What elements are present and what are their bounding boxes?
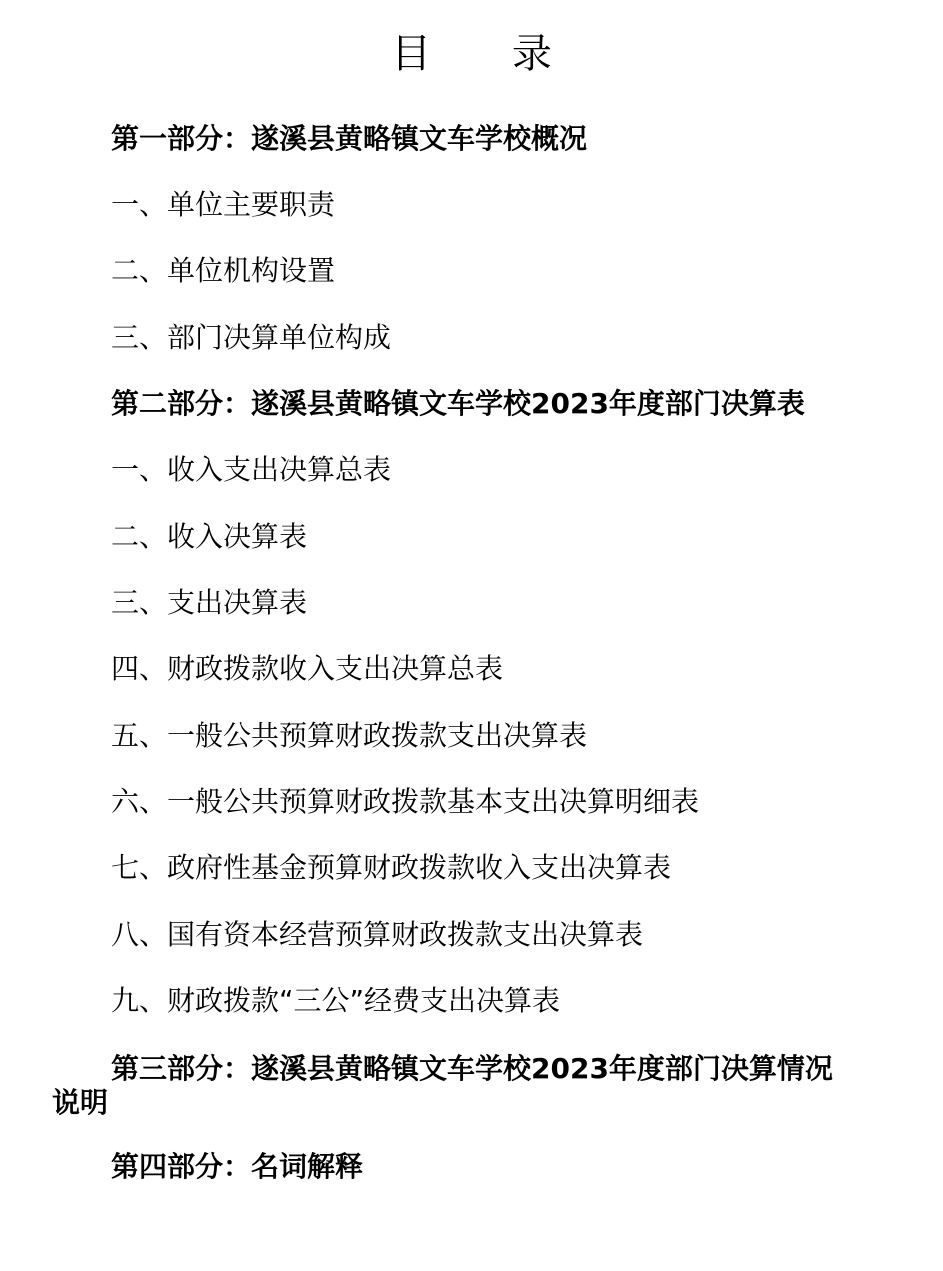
toc-item-1-3[interactable]: 三、部门决算单位构成 [111, 321, 392, 354]
toc-item-2-4[interactable]: 四、财政拨款收入支出决算总表 [111, 652, 504, 685]
toc-item-2-6[interactable]: 六、一般公共预算财政拨款基本支出决算明细表 [111, 785, 700, 818]
page-title: 目 录 [391, 31, 586, 77]
toc-item-2-2[interactable]: 二、收入决算表 [111, 520, 308, 553]
toc-item-1-2[interactable]: 二、单位机构设置 [111, 254, 336, 287]
toc-item-2-5[interactable]: 五、一般公共预算财政拨款支出决算表 [111, 719, 588, 752]
toc-item-1-1[interactable]: 一、单位主要职责 [111, 188, 336, 221]
toc-part-3[interactable]: 第三部分：遂溪县黄略镇文车学校2023年度部门决算情况说明 [52, 1052, 833, 1119]
toc-part-2[interactable]: 第二部分：遂溪县黄略镇文车学校2023年度部门决算表 [111, 387, 805, 420]
toc-item-2-7[interactable]: 七、政府性基金预算财政拨款收入支出决算表 [111, 851, 672, 884]
toc-item-2-3[interactable]: 三、支出决算表 [111, 586, 308, 619]
toc-part-4[interactable]: 第四部分：名词解释 [111, 1150, 364, 1183]
toc-part-1[interactable]: 第一部分：遂溪县黄略镇文车学校概况 [111, 122, 588, 155]
toc-item-2-1[interactable]: 一、收入支出决算总表 [111, 453, 392, 486]
toc-item-2-9[interactable]: 九、财政拨款“三公”经费支出决算表 [111, 984, 561, 1017]
toc-item-2-8[interactable]: 八、国有资本经营预算财政拨款支出决算表 [111, 918, 644, 951]
